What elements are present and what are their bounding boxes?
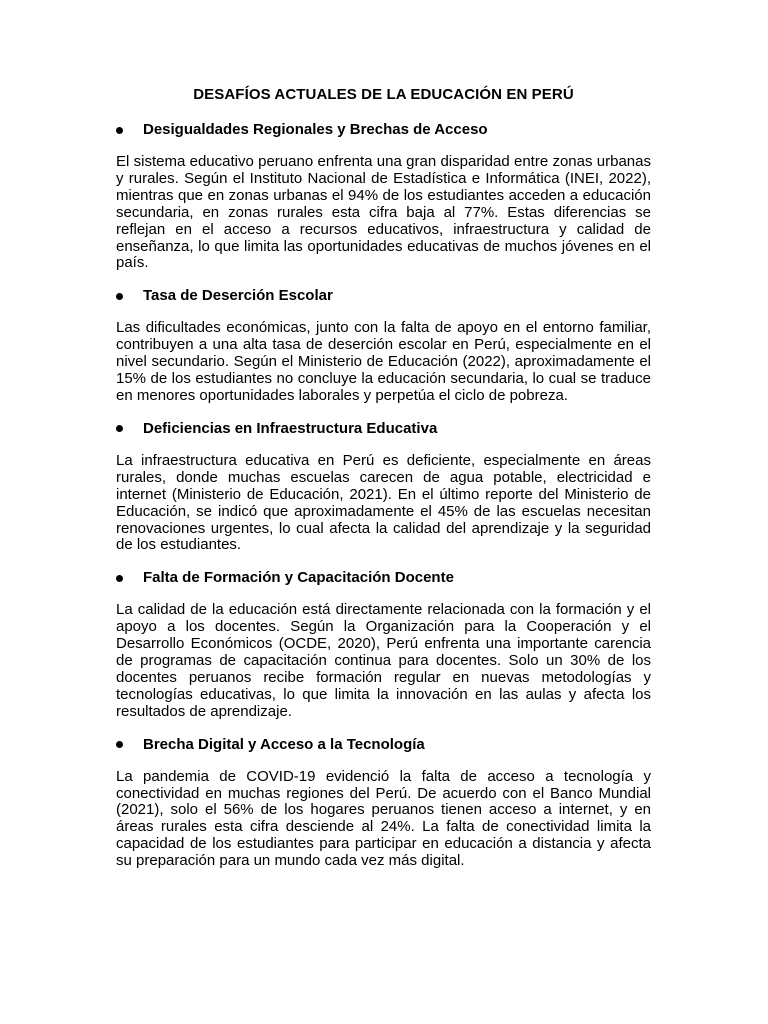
section-heading: [116, 120, 651, 140]
section-infrastructure: [116, 419, 651, 554]
section-paragraph: El sistema educativo peruano enfrenta una gran disparidad entre zonas urbanas y rurales. Según el Instituto Nacional de Estadística e Informática (INEI, 2022), mientras que en zonas urbanas el 94% de los estudiantes acceden a educación secundaria, en zonas rurales esta cifra baja al 77%. Estas diferencias se reflejan en el acceso a recursos educativos, infraestructura y calidad de enseñanza, lo que limita las oportunidades educativas de muchos jóvenes en el país.: [116, 153, 651, 272]
bullet-icon: [116, 127, 123, 134]
document-title: DESAFÍOS ACTUALES DE LA EDUCACIÓN EN PERÚ: [193, 86, 574, 103]
section-heading-text: Desigualdades Regionales y Brechas de Acceso: [143, 121, 488, 138]
section-heading-text: Deficiencias en Infraestructura Educativa: [143, 419, 438, 437]
section-school-dropout: [116, 286, 651, 405]
section-paragraph: Las dificultades económicas, junto con la falta de apoyo en el entorno familiar, contribuyen a una alta tasa de deserción escolar en Perú, especialmente en el nivel secundario. Según el Ministerio de Educación (2022), aproximadamente el 15% de los estudiantes no concluye la educación secundaria, lo cual se traduce en menores oportunidades laborales y perpetúa el ciclo de pobreza.: [116, 319, 651, 404]
bullet-icon: [116, 293, 123, 300]
section-heading: [116, 419, 651, 439]
section-paragraph: La infraestructura educativa en Perú es deficiente, especialmente en áreas rurales, donde muchas escuelas carecen de agua potable, electricidad e internet (Ministerio de Educación, 2021). En el último reporte del Ministerio de Educación, se indicó que aproximadamente el 45% de las escuelas necesitan renovaciones urgentes, lo cual afecta la calidad del aprendizaje y la seguridad de los estudiantes.: [116, 451, 651, 554]
document-page: [116, 85, 651, 870]
section-heading-text: Falta de Formación y Capacitación Docente: [143, 569, 454, 587]
section-paragraph: La calidad de la educación está directamente relacionada con la formación y el apoyo a los docentes. Según la Organización para la Cooperación y el Desarrollo Económicos (OCDE, 2020), Perú enfrenta una importante carencia de programas de capacitación continua para docentes. Solo un 30% de los docentes peruanos recibe formación regular en nuevas metodologías y tecnologías educativas, lo que limita la innovación en las aulas y afecta los resultados de aprendizaje.: [116, 601, 651, 720]
section-teacher-training: [116, 568, 651, 720]
bullet-icon: [116, 575, 123, 582]
section-heading: [116, 568, 651, 588]
section-digital-gap: [116, 735, 651, 870]
section-heading: [116, 286, 651, 306]
section-heading: [116, 735, 651, 755]
bullet-icon: [116, 425, 123, 432]
section-regional-inequalities: [116, 120, 651, 272]
section-heading-text: Brecha Digital y Acceso a la Tecnología: [143, 735, 425, 753]
section-paragraph: La pandemia de COVID-19 evidenció la falta de acceso a tecnología y conectividad en muchas regiones del Perú. De acuerdo con el Banco Mundial (2021), solo el 56% de los hogares peruanos tienen acceso a internet, y en áreas rurales esta cifra desciende al 24%. La falta de conectividad limita la capacidad de los estudiantes para participar en educación a distancia y afecta su preparación para un mundo cada vez más digital.: [116, 767, 651, 870]
bullet-icon: [116, 741, 123, 748]
section-heading-text: Tasa de Deserción Escolar: [143, 287, 333, 305]
